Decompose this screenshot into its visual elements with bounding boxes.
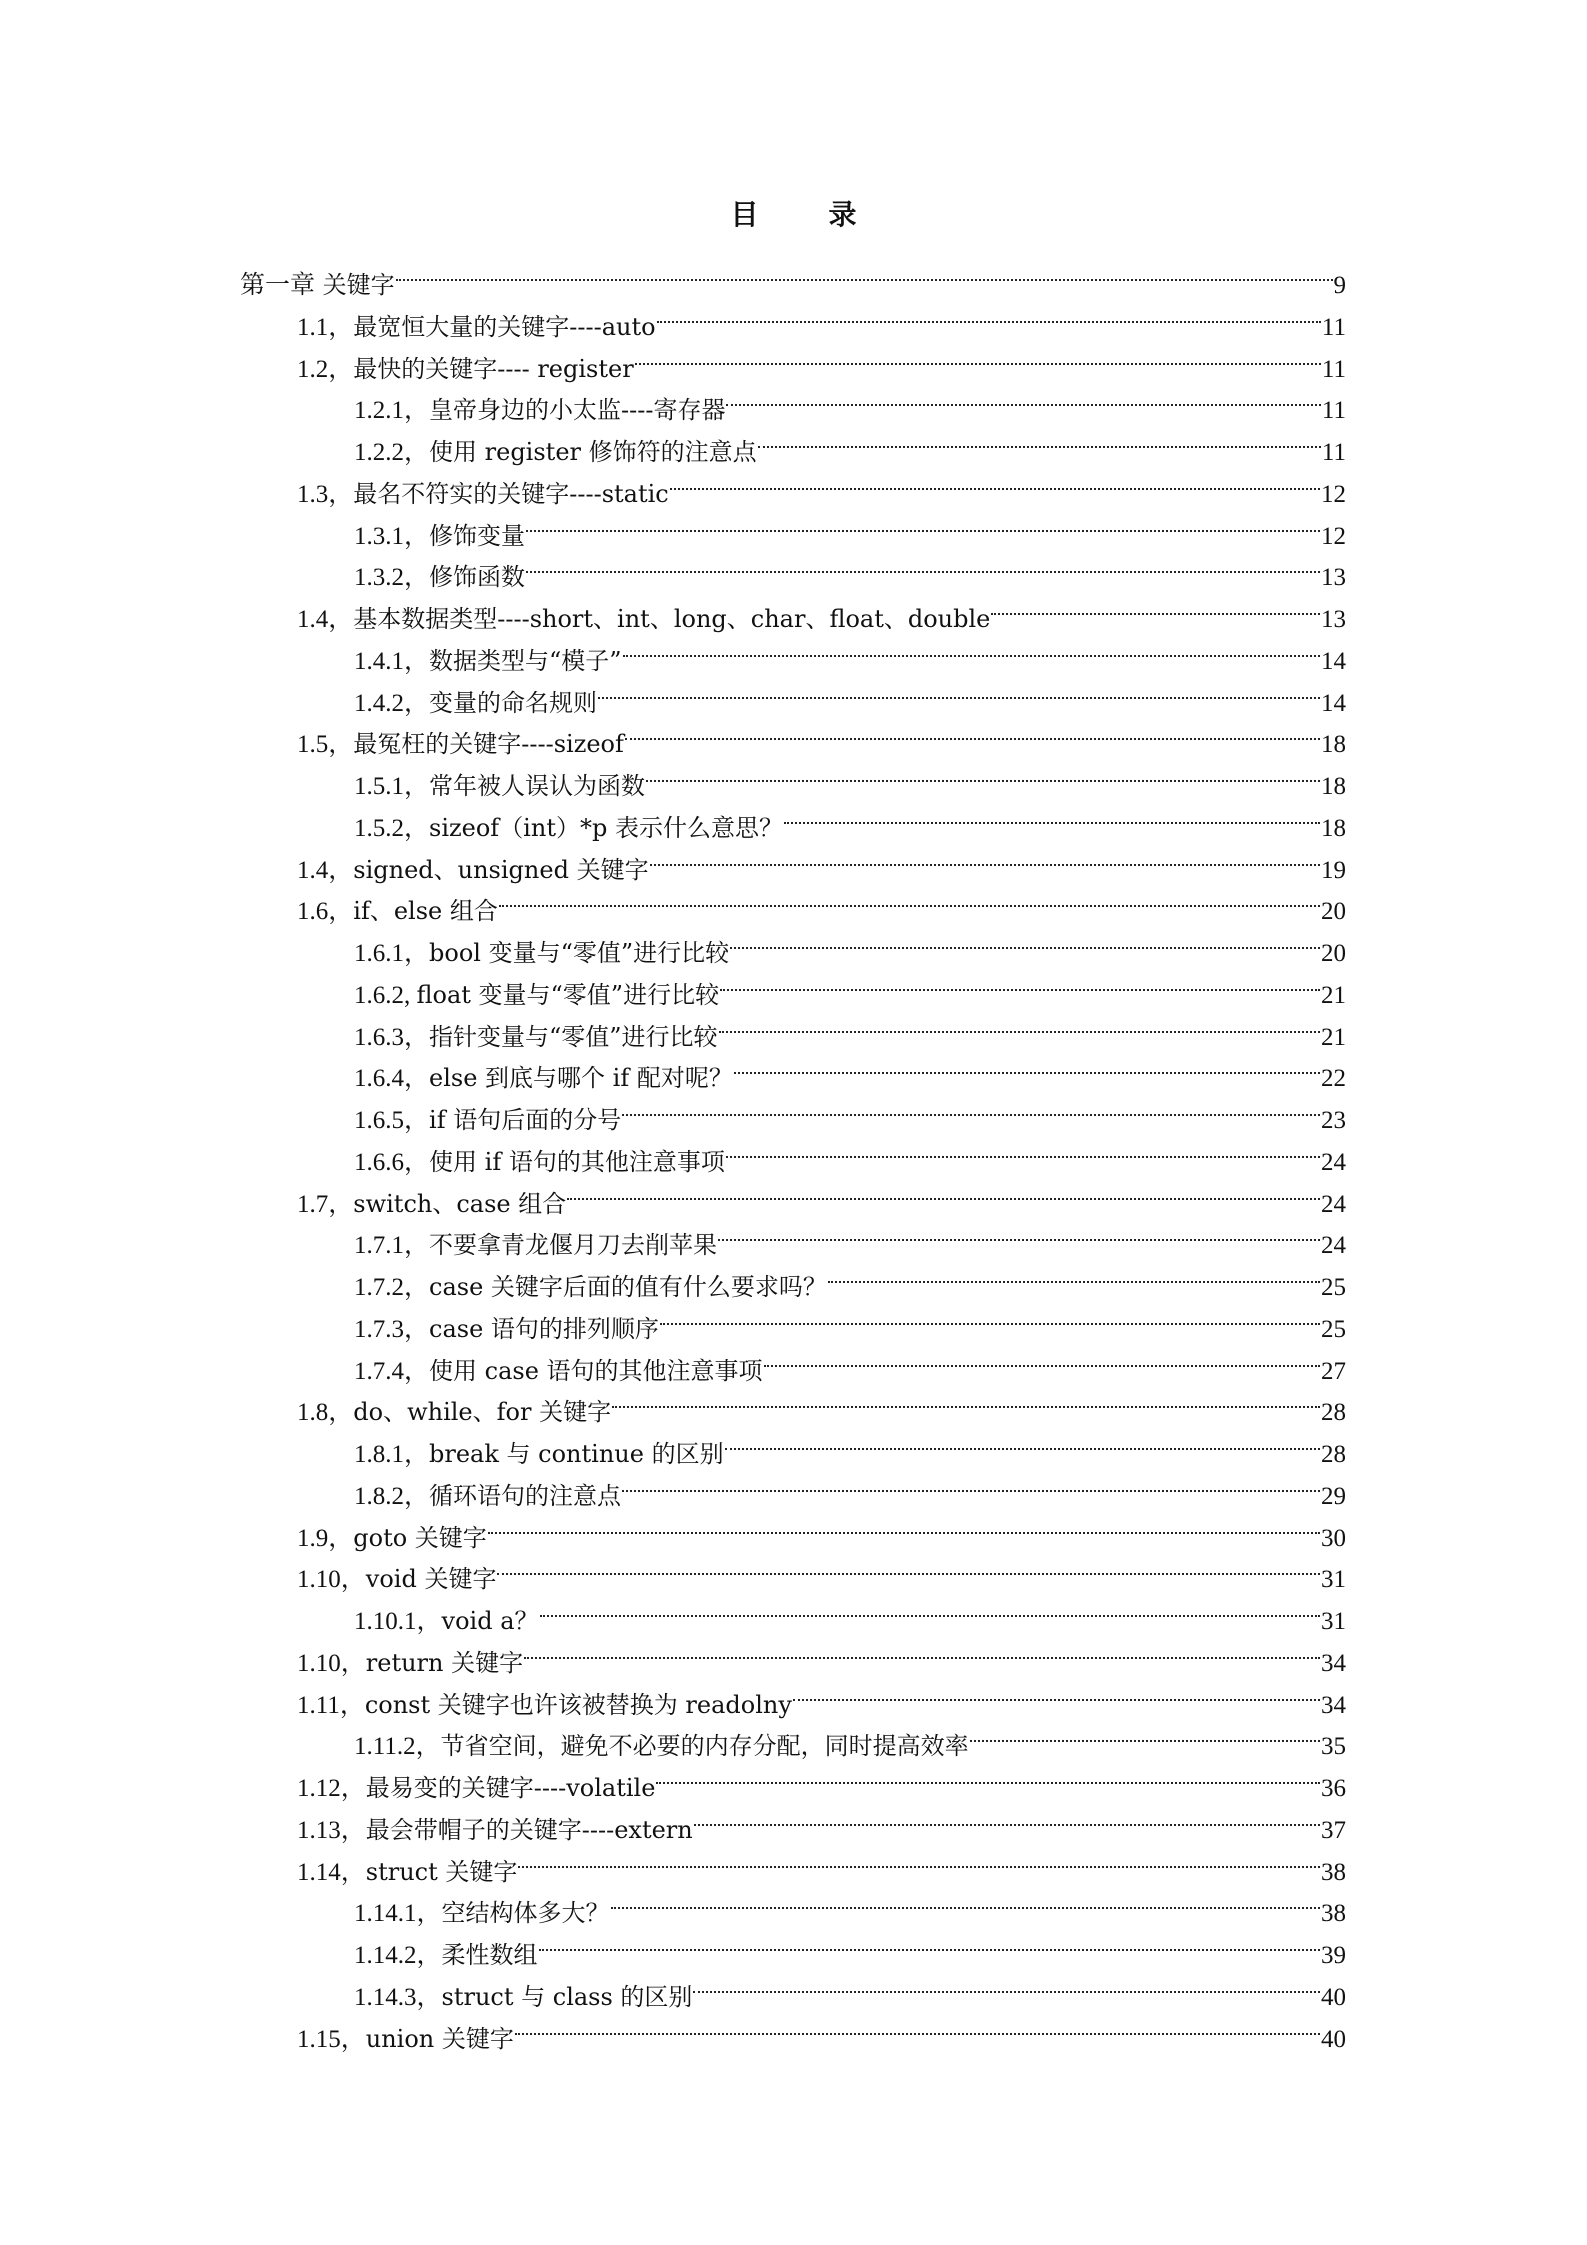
toc-entry-number: 1.14.2， [354,1942,442,1969]
toc-entry-number: 1.8.1， [354,1441,430,1468]
toc-entry-page-number: 34 [1321,1691,1346,1719]
toc-entry-title: case 语句的排列顺序 [429,1314,659,1343]
dot-leader [734,1045,1320,1086]
toc-entry-page-number: 29 [1321,1482,1346,1510]
toc-entry-title: 使用 if 语句的其他注意事项 [429,1147,725,1176]
dot-leader [540,1588,1321,1629]
toc-entry-number: 1.7.1， [354,1232,430,1260]
toc-entry-page-number: 35 [1321,1733,1346,1761]
dot-leader [622,1087,1320,1128]
dot-leader [730,920,1320,961]
dot-leader [635,336,1321,377]
toc-entry-page-number: 30 [1321,1524,1346,1552]
toc-entry-number: 1.10， [297,1649,366,1677]
toc-entry-page-number: 18 [1321,773,1346,800]
toc-entry-label [354,933,729,975]
toc-entry-number: 1.4， [297,856,354,884]
toc-entry-title: 最会带帽子的关键字----extern [365,1815,693,1844]
toc-entry-label [354,1935,538,1977]
toc-entry-page-number: 9 [1333,272,1346,299]
dot-leader [488,1505,1320,1546]
toc-entry-page-number: 36 [1321,1775,1346,1802]
dot-leader [660,1296,1320,1337]
toc-entry-number: 1.8， [297,1399,354,1427]
toc-entry-title: 最冤枉的关键字----sizeof [353,730,624,759]
toc-entry-title: void a？ [441,1607,539,1635]
toc-entry-page-number: 13 [1321,564,1346,592]
toc-entry-label [354,1017,718,1059]
toc-entry-title: struct 关键字 [365,1857,518,1886]
toc-entry-page-number: 39 [1321,1942,1346,1969]
title-char-1: 目 [730,198,759,231]
toc-entry-label [297,1559,496,1601]
toc-entry-title: 最宽恒大量的关键字----auto [353,312,656,341]
toc-entry-number: 1.3.2， [354,564,430,592]
toc-entry-title: 指针变量与“零值”进行比较 [429,1022,718,1051]
toc-entry-title: const 关键字也许该被替换为 readolny [364,1690,792,1719]
toc-entry-number: 1.14.3， [354,1983,442,2011]
table-of-contents [240,252,1346,2053]
toc-entry-label [354,766,645,808]
toc-entry-page-number: 13 [1321,606,1346,633]
toc-entry-title: case 关键字后面的值有什么要求吗？ [429,1273,827,1301]
dot-leader [567,1171,1320,1212]
toc-entry-number: 1.10， [297,1566,366,1594]
toc-entry-title: 皇帝身边的小太监----寄存器 [429,396,726,425]
dot-leader [718,1212,1320,1253]
toc-entry-title: 修饰变量 [429,521,526,550]
toc-entry-page-number: 38 [1321,1900,1346,1928]
toc-entry-number: 1.3.1， [354,522,430,550]
toc-entry-label [297,1685,792,1727]
toc-entry-title: 关键字 [315,271,395,299]
toc-entry-number: 1.13， [297,1816,366,1844]
dot-leader [524,1630,1320,1671]
dot-leader [396,252,1333,293]
toc-entry-page-number: 31 [1321,1566,1346,1594]
toc-entry-title: 柔性数组 [441,1941,538,1969]
dot-leader [611,1880,1320,1921]
toc-entry-number: 1.4.2， [354,689,430,717]
toc-entry-title: do、while、for 关键字 [353,1398,612,1427]
dot-leader [720,962,1320,1003]
toc-entry-number: 1.7， [297,1190,354,1218]
toc-entry-number: 1.2.2， [354,439,430,466]
toc-entry-number: 1.11.2， [354,1733,441,1761]
toc-entry-label [297,1768,655,1810]
toc-entry-page-number: 22 [1321,1065,1346,1093]
toc-entry-title: union 关键字 [365,2024,514,2053]
toc-entry-title: bool 变量与“零值”进行比较 [429,939,730,967]
toc-entry-number: 1.6.4， [354,1065,430,1093]
toc-entry-page-number: 25 [1321,1274,1346,1301]
toc-entry-title: if、else 组合 [353,897,498,926]
toc-entry-page-number: 20 [1321,898,1346,926]
toc-entry-title: 使用 case 语句的其他注意事项 [429,1356,763,1385]
toc-entry-title: return 关键字 [365,1648,524,1677]
dot-leader [646,753,1320,794]
toc-entry-number: 1.5.2， [354,814,430,842]
dot-leader [650,837,1320,878]
toc-entry-label [354,1225,717,1267]
dot-leader [657,294,1321,335]
toc-entry-title: 不要拿青龙偃月刀去削苹果 [429,1231,718,1260]
toc-entry-label [354,975,719,1017]
toc-entry-number: 1.10.1， [354,1608,442,1635]
toc-entry-page-number: 23 [1321,1107,1346,1134]
toc-entry-page-number: 24 [1321,1232,1346,1260]
toc-entry-title: 常年被人误认为函数 [429,772,646,800]
toc-entry-number: 1.6.1， [354,940,430,967]
dot-leader [526,544,1320,585]
dot-leader [623,628,1320,669]
toc-entry-number: 第一章 [240,272,316,299]
dot-leader [719,1004,1320,1045]
dot-leader [656,1755,1320,1796]
toc-entry-title: 最名不符实的关键字----static [353,479,669,508]
toc-entry-number: 1.8.2， [354,1482,430,1510]
dot-leader [499,878,1320,919]
toc-entry-page-number: 31 [1321,1608,1346,1635]
toc-entry-page-number: 21 [1321,981,1346,1009]
toc-entry[interactable] [240,294,1346,341]
toc-entry-number: 1.9， [297,1524,354,1552]
toc-entry-page-number: 20 [1321,940,1346,967]
toc-entry-number: 1.2.1， [354,397,430,425]
dot-leader [828,1254,1320,1295]
dot-leader [991,586,1320,627]
toc-entry-number: 1.12， [297,1775,366,1802]
toc-entry-page-number: 12 [1321,480,1346,508]
toc-entry-title: 修饰函数 [429,563,526,592]
toc-entry-title: float 变量与“零值”进行比较 [416,980,720,1009]
toc-entry-number: 1.6.3， [354,1023,430,1051]
toc-entry-number: 1.7.2， [354,1274,430,1301]
toc-entry-number: 1.6.5， [354,1107,430,1134]
toc-entry-page-number: 18 [1321,731,1346,759]
toc-entry-page-number: 14 [1321,647,1346,675]
toc-entry-label [297,1184,566,1226]
toc-entry-label [297,1643,523,1685]
toc-entry-number: 1.2， [297,355,354,383]
dot-leader [515,2006,1320,2047]
toc-entry-number: 1.6.2, [354,981,417,1009]
toc-entry-number: 1.15， [297,2025,366,2053]
toc-entry-page-number: 24 [1321,1190,1346,1218]
toc-entry-page-number: 18 [1321,814,1346,842]
dot-leader [598,670,1320,711]
toc-entry-title: void 关键字 [365,1565,497,1594]
toc-entry-number: 1.14， [297,1858,366,1886]
dot-leader [625,711,1320,752]
toc-entry-title: 循环语句的注意点 [429,1481,622,1510]
dot-leader [784,795,1320,836]
dot-leader [694,1797,1320,1838]
toc-entry-title: 数据类型与“模子” [429,646,622,675]
dot-leader [793,1672,1320,1713]
toc-entry-title: struct 与 class 的区别 [441,1982,693,2011]
toc-entry-number: 1.11， [297,1691,365,1719]
toc-entry-title: sizeof（int）*p 表示什么意思？ [429,813,783,842]
dot-leader [622,1463,1320,1504]
toc-entry-number: 1.3， [297,480,354,508]
dot-leader [764,1338,1320,1379]
toc-entry-number: 1.1， [297,313,354,341]
toc-entry-number: 1.6， [297,898,354,926]
toc-entry-label [354,683,597,725]
toc-entry-title: break 与 continue 的区别 [429,1440,724,1468]
toc-entry-title: 空结构体多大？ [441,1899,610,1928]
page-title [0,193,1587,233]
toc-entry-number: 1.5.1， [354,773,430,800]
toc-entry-label [354,1309,659,1351]
toc-entry-label [354,516,525,558]
dot-leader [539,1922,1320,1963]
toc-entry-title: else 到底与哪个 if 配对呢？ [429,1064,733,1093]
toc-entry-page-number: 11 [1321,355,1346,383]
toc-entry-page-number: 37 [1321,1816,1346,1844]
toc-entry-title: if 语句后面的分号 [429,1106,622,1134]
toc-entry-title: goto 关键字 [353,1523,487,1552]
dot-leader [693,1964,1320,2005]
toc-entry-page-number: 27 [1321,1357,1346,1385]
toc-entry-title: 使用 register 修饰符的注意点 [429,438,757,466]
dot-leader [725,1421,1320,1462]
toc-entry-title: 基本数据类型----short、int、long、char、float、double [353,605,991,633]
toc-entry-label [354,390,725,432]
toc-entry-label [354,1601,539,1643]
toc-entry-page-number: 40 [1321,2025,1346,2053]
toc-entry-label [354,641,622,683]
toc-entry-label [297,891,498,933]
toc-entry-page-number: 12 [1321,522,1346,550]
toc-entry-page-number: 40 [1321,1983,1346,2011]
toc-entry-page-number: 14 [1321,689,1346,717]
toc-entry-page-number: 34 [1321,1649,1346,1677]
toc-entry-page-number: 28 [1321,1441,1346,1468]
toc-entry-page-number: 38 [1321,1858,1346,1886]
toc-entry[interactable] [240,252,1346,299]
toc-entry-page-number: 21 [1321,1023,1346,1051]
toc-entry-label [297,349,634,391]
toc-entry-label [297,1852,517,1894]
toc-entry-number: 1.4.1， [354,647,430,675]
toc-entry-number: 1.7.4， [354,1357,430,1385]
toc-entry-page-number: 11 [1321,313,1346,341]
toc-entry-number: 1.4， [297,606,354,633]
toc-entry-title: 变量的命名规则 [429,688,598,717]
toc-entry-number: 1.6.6， [354,1148,430,1176]
toc-entry-label [297,724,624,766]
dot-leader [518,1839,1320,1880]
toc-entry-title: signed、unsigned 关键字 [353,855,649,884]
toc-entry-number: 1.5， [297,731,354,759]
toc-entry-title: 节省空间，避免不必要的内存分配，同时提高效率 [440,1732,969,1761]
dot-leader [670,461,1320,502]
dot-leader [526,503,1320,544]
dot-leader [497,1546,1320,1587]
dot-leader [970,1713,1320,1754]
toc-entry-label [354,557,525,599]
toc-entry-label [297,1392,611,1434]
toc-entry-title: 最快的关键字---- register [353,354,634,383]
dot-leader [726,377,1320,418]
title-char-2: 录 [828,198,857,231]
toc-entry-number: 1.14.1， [354,1900,442,1928]
toc-entry-page-number: 24 [1321,1148,1346,1176]
toc-entry-title: 最易变的关键字----volatile [365,1774,656,1802]
toc-entry-title: switch、case 组合 [353,1189,567,1218]
toc-entry-page-number: 19 [1321,856,1346,884]
toc-entry-page-number: 28 [1321,1399,1346,1427]
toc-entry-label [297,307,656,349]
toc-entry-label [297,1518,487,1560]
dot-leader [758,419,1321,460]
toc-entry-label [297,2019,514,2061]
toc-entry-page-number: 11 [1321,397,1346,425]
toc-entry-label [354,1100,621,1142]
toc-entry-number: 1.7.3， [354,1315,430,1343]
dot-leader [612,1379,1320,1420]
toc-entry-page-number: 25 [1321,1315,1346,1343]
toc-entry-page-number: 11 [1321,439,1346,466]
toc-entry-label [240,265,395,307]
dot-leader [726,1129,1320,1170]
